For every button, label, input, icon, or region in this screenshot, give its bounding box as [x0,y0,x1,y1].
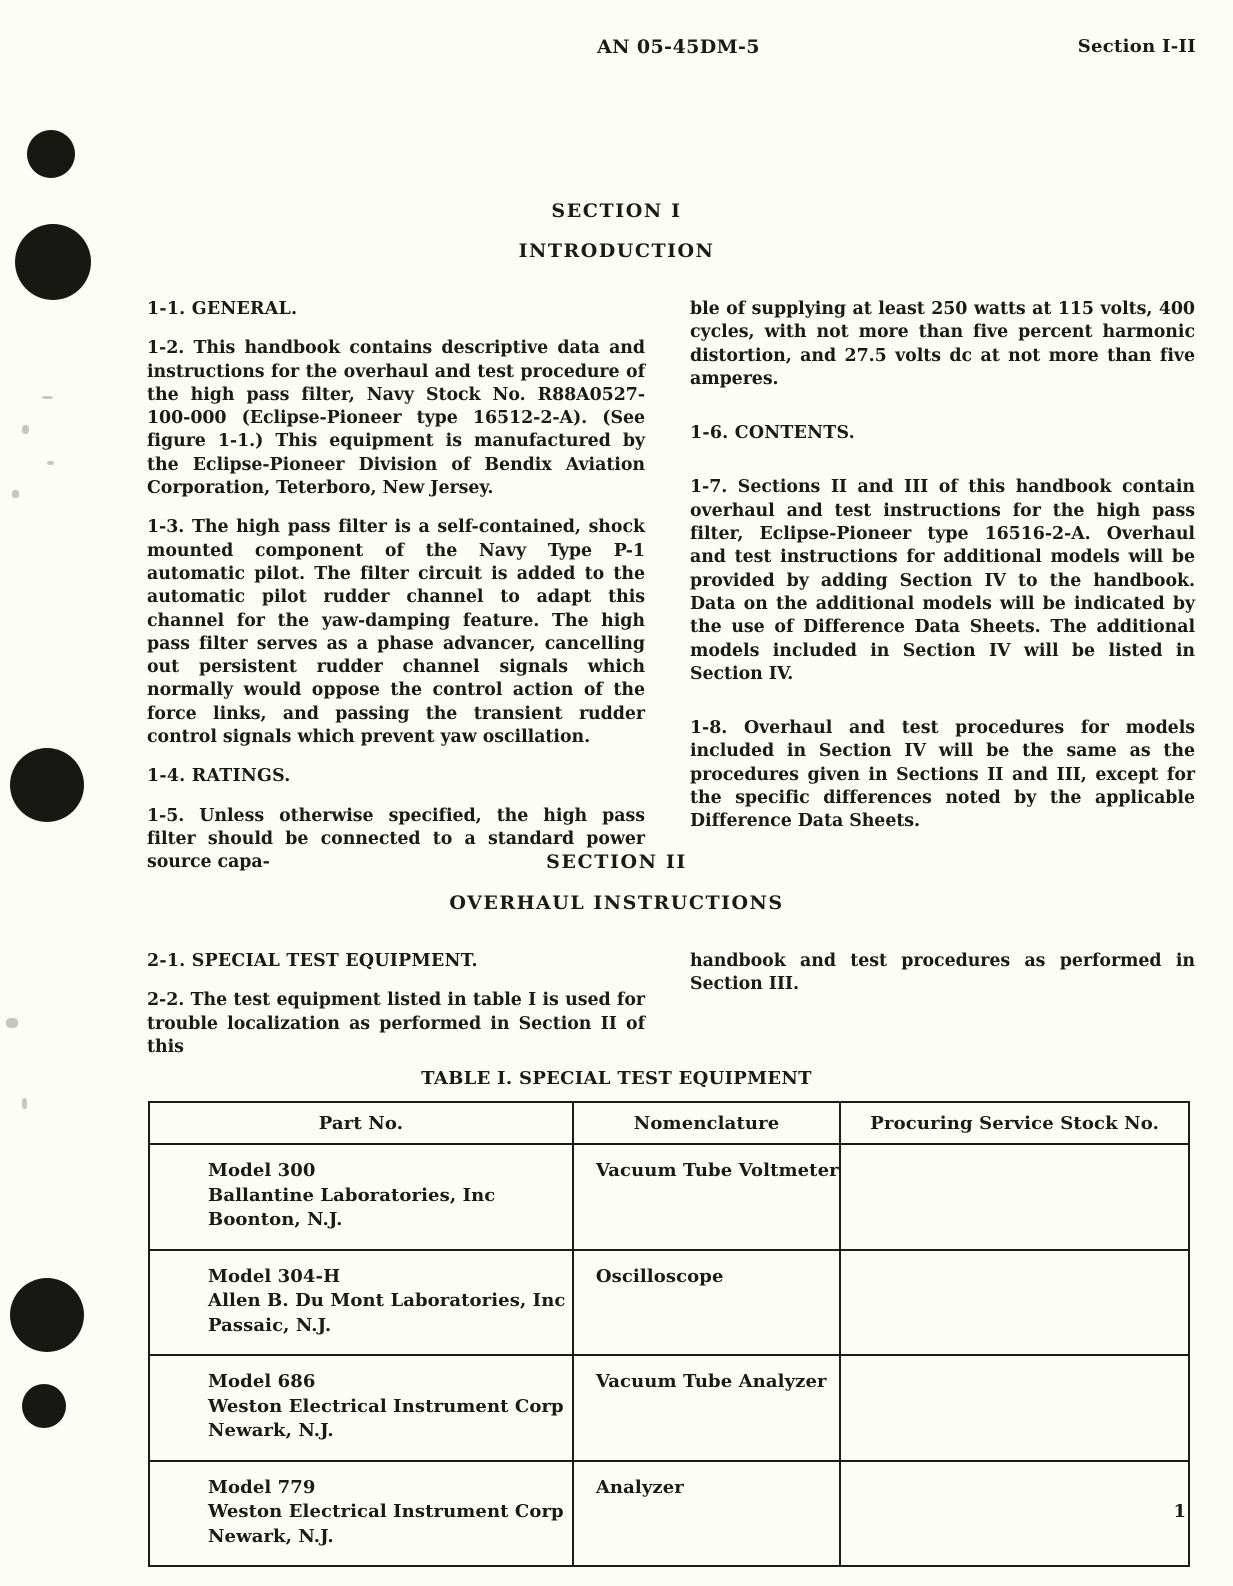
scan-speck [12,490,19,498]
section-two-heading: SECTION II [546,851,687,873]
section-two-left-column [147,950,645,1059]
cell-part-no [149,1355,573,1461]
column-header-part-no: Part No. [149,1102,573,1144]
scan-speck [22,1098,27,1109]
part-no-line: Ballantine Laboratories, Inc [208,1184,496,1206]
section-two-subheading: OVERHAUL INSTRUCTIONS [449,892,784,914]
cell-part-no [149,1250,573,1356]
table-row [149,1355,1189,1461]
cell-nomenclature: Vacuum Tube Analyzer [573,1355,840,1461]
section-one-subheading: INTRODUCTION [518,240,715,262]
part-no-line: Model 300 [208,1160,316,1181]
cell-part-no [149,1144,573,1250]
paragraph-1-1: 1-1. GENERAL. [147,299,298,319]
part-no-line: Weston Electrical Instrument Corp [208,1501,564,1522]
table-row [149,1144,1189,1250]
part-no-line: Model 779 [208,1476,316,1498]
section-one-heading: SECTION I [551,200,682,222]
cell-stock-no [840,1250,1189,1356]
table-caption: TABLE I. SPECIAL TEST EQUIPMENT [421,1068,812,1089]
section-one-left-column [147,298,645,875]
paragraph-2-1: 2-1. SPECIAL TEST EQUIPMENT. [147,951,478,971]
page-number: 1 [1173,1501,1186,1522]
cell-stock-no [840,1144,1189,1250]
paragraph-1-3: 1-3. The high pass filter is a self-contained, shock mounted component of the Navy Type P-1 automatic pilot. The filter circuit is added to the automatic pilot rudder channel to adapt this channel for the yaw-damping feature. The high pass filter serves as a phase advancer, cancelling out persistent rudder channel signals which normally would oppose the control action of the force links, and passing the transient rudder control signals which prevent yaw oscillation. [147,517,645,748]
paragraph-2-2-continued: handbook and test procedures as performed in Section III. [690,951,1195,995]
part-no-line: Model 686 [208,1371,316,1392]
punch-hole-icon [15,224,91,300]
scan-speck [47,461,54,465]
scan-speck [6,1018,18,1028]
punch-hole-icon [10,748,84,822]
table-header-row [149,1102,1189,1144]
part-no-line: Weston Electrical Instrument Corp [208,1395,564,1417]
section-marker: Section I-II [1077,36,1196,57]
scan-speck [22,425,29,434]
section-one-right-column [690,298,1195,834]
cell-part-no [149,1461,573,1567]
table-row [149,1250,1189,1356]
part-no-line: Newark, N.J. [208,1525,334,1547]
paragraph-1-8: 1-8. Overhaul and test procedures for models included in Section IV will be the same as the procedures given in Sections II and III, except for the specific differences noted by the applicable Difference Data Sheets. [690,718,1195,832]
paragraph-1-5: 1-5. Unless otherwise specified, the high pass filter should be connected to a standard power source capa- [147,805,645,873]
paragraph-1-2: 1-2. This handbook contains descriptive data and instructions for the overhaul and test procedure of the high pass filter, Navy Stock No. R88A0527-100-000 (Eclipse-Pioneer type 16512-2-A). (See figure 1-1.) This equipment is manufactured by the Eclipse-Pioneer Division of Bendix Aviation Corporation, Teterboro, New Jersey. [147,338,645,499]
cell-stock-no [840,1461,1189,1567]
punch-hole-icon [22,1384,66,1428]
part-no-line: Model 304-H [208,1265,341,1287]
punch-hole-icon [27,130,75,178]
section-two-right-column [690,950,1195,997]
table-row [149,1461,1189,1567]
paragraph-1-5-continued: ble of supplying at least 250 watts at 115 volts, 400 cycles, with not more than five percent harmonic distortion, and 27.5 volts dc at not more than five amperes. [690,299,1195,389]
punch-hole-icon [10,1278,84,1352]
running-head [0,36,1233,60]
paragraph-1-7: 1-7. Sections II and III of this handbook contain overhaul and test instructions for the high pass filter, Eclipse-Pioneer type 16516-2-A. Overhaul and test instructions for additional models will be provided by adding Section IV to the handbook. Data on the additional models will be indicated by the use of Difference Data Sheets. The additional models included in Section IV will be listed in Section IV. [690,477,1195,684]
cell-stock-no [840,1355,1189,1461]
cell-nomenclature: Vacuum Tube Voltmeter [573,1144,840,1250]
paragraph-2-2: 2-2. The test equipment listed in table I is used for trouble localization as performed in Section II of this [147,990,645,1057]
part-no-line: Passaic, N.J. [208,1314,332,1336]
part-no-line: Boonton, N.J. [208,1209,343,1230]
column-header-stock-no: Procuring Service Stock No. [840,1102,1189,1144]
paragraph-1-6: 1-6. CONTENTS. [690,423,855,444]
scan-speck [42,396,53,399]
cell-nomenclature: Oscilloscope [573,1250,840,1356]
part-no-line: Allen B. Du Mont Laboratories, Inc [208,1290,566,1311]
document-number: AN 05-45DM-5 [597,36,760,58]
paragraph-1-4: 1-4. RATINGS. [147,766,291,787]
column-header-nomenclature: Nomenclature [573,1102,840,1144]
special-test-equipment-table [148,1101,1190,1567]
part-no-line: Newark, N.J. [208,1420,334,1441]
cell-nomenclature: Analyzer [573,1461,840,1567]
